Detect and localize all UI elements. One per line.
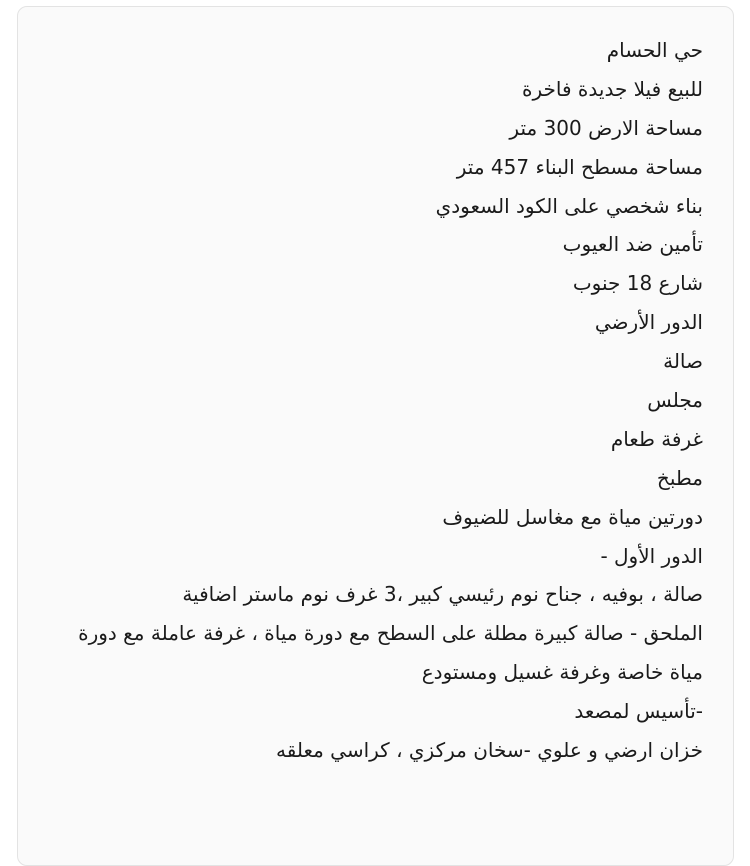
ground-floor-item: صالة: [663, 349, 703, 374]
ground-floor-item: غرفة طعام: [610, 426, 703, 451]
building-area-line: مساحة مسطح البناء 457 متر: [456, 154, 703, 179]
street-line: شارع 18 جنوب: [572, 271, 703, 296]
features-line: خزان ارضي و علوي -سخان مركزي ، كراسي معلقه: [275, 738, 703, 763]
construction-line: بناء شخصي على الكود السعودي: [435, 193, 703, 218]
sale-headline: للبيع فيلا جديدة فاخرة: [522, 76, 703, 101]
ground-floor-item: مجلس: [647, 388, 703, 413]
ground-floor-item: دورتين مياة مع مغاسل للضيوف: [442, 504, 703, 529]
listing-text: [13, 31, 703, 770]
first-floor-details: صالة ، بوفيه ، جناح نوم رئيسي كبير ،3 غرف نوم ماستر اضافية: [182, 582, 703, 607]
message-card: [17, 6, 734, 866]
ground-floor-item: مطبخ: [656, 465, 703, 490]
elevator-line: -تأسيس لمصعد: [574, 699, 703, 724]
first-floor-heading: الدور الأول -: [600, 543, 703, 568]
annex-details-line: مياة خاصة وغرفة غسيل ومستودع: [421, 660, 703, 685]
annex-details-line: الملحق - صالة كبيرة مطلة على السطح مع دورة مياة ، غرفة عاملة مع دورة: [78, 621, 703, 646]
insurance-line: تأمين ضد العيوب: [562, 232, 703, 257]
ground-floor-heading: الدور الأرضي: [594, 310, 703, 335]
land-area-line: مساحة الارض 300 متر: [509, 115, 703, 140]
neighborhood-line: حي الحسام: [606, 38, 703, 62]
